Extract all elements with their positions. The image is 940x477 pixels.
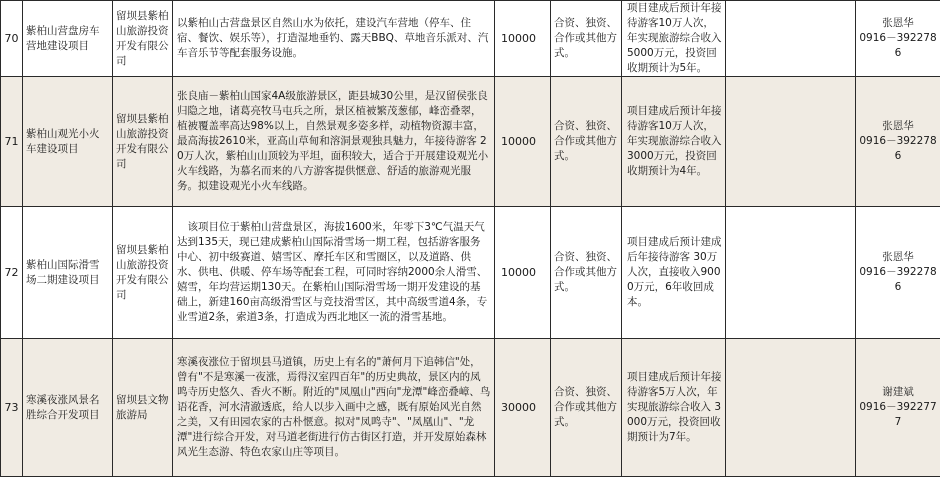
project-name: 紫柏山观光小火车建设项目 — [23, 77, 113, 207]
developer: 留坝县紫柏山旅游投资开发有限公司 — [113, 77, 173, 207]
project-content: 张良庙－紫柏山国家4A级旅游景区，距县城30公里，是汉留侯张良归隐之地，诸葛亮牧马屯兵之所，景区植被繁茂葱郁，峰峦叠翠，植被覆盖率高达98%以上，自然景观多姿多样，动植物资源丰富，最高海拔2610米，亚高山草甸和溶洞景观独具魅力，年接待游客 20万人次，紫柏山山顶较为平坦，面积较大，适合于开展建设观光小火车线路，为慕名而来的八方游客提供惬意、舒适的旅游观光服务。拟建设观光小火车线路。 — [173, 77, 495, 207]
cooperation-mode: 合资、独资、合作或其他方式。 — [551, 207, 622, 339]
contact-phone: 0916－3922786 — [859, 134, 937, 164]
developer: 留坝县紫柏山旅游投资开发有限公司 — [113, 207, 173, 339]
project-name: 寒溪夜涨风景名胜综合开发项目 — [23, 339, 113, 477]
expected-benefit: 项目建成后预计年接待游客5万人次，年实现旅游综合收入 3000万元，投资回收期预计为7年。 — [622, 339, 726, 477]
contact-cell — [856, 1, 940, 77]
contact-name: 张恩华 — [859, 16, 937, 31]
blank-cell — [726, 1, 856, 77]
cooperation-mode: 合资、独资、合作或其他方式。 — [551, 339, 622, 477]
table-row — [1, 77, 940, 207]
developer: 留坝县紫柏山旅游投资开发有限公司 — [113, 1, 173, 77]
expected-benefit: 项目建成后预计建成后年接待游客 30万人次，直接收入9000万元，6年收回成本。 — [622, 207, 726, 339]
project-name: 紫柏山营盘房车营地建设项目 — [23, 1, 113, 77]
investment-amount: 10000 — [495, 77, 551, 207]
contact-phone: 0916－3922777 — [859, 400, 937, 430]
blank-cell — [726, 207, 856, 339]
developer: 留坝县文物旅游局 — [113, 339, 173, 477]
cooperation-mode: 合资、独资、合作或其他方式。 — [551, 1, 622, 77]
contact-name: 张恩华 — [859, 119, 937, 134]
expected-benefit: 项目建成后预计年接待游客10万人次，年实现旅游综合收入 3000万元，投资回收期预计为4年。 — [622, 77, 726, 207]
contact-phone: 0916－3922786 — [859, 31, 937, 61]
table-row — [1, 207, 940, 339]
contact-cell — [856, 339, 940, 477]
project-content: 以紫柏山古营盘景区自然山水为依托，建设汽车营地（停车、住宿、餐饮、娱乐等），打造湿地垂钓、露天BBQ、草地音乐派对、汽车音乐节等配套服务设施。 — [173, 1, 495, 77]
contact-cell — [856, 77, 940, 207]
row-number: 70 — [1, 1, 23, 77]
expected-benefit: 项目建成后预计年接待游客10万人次，年实现旅游综合收入 5000万元，投资回收期预计为5年。 — [622, 1, 726, 77]
contact-name: 谢建斌 — [859, 385, 937, 400]
blank-cell — [726, 339, 856, 477]
contact-name: 张恩华 — [859, 250, 937, 265]
investment-amount: 30000 — [495, 339, 551, 477]
contact-phone: 0916－3922786 — [859, 265, 937, 295]
row-number: 71 — [1, 77, 23, 207]
project-content: 该项目位于紫柏山营盘景区，海拔1600米，年零下3℃气温天气达到135天，现已建成紫柏山国际滑雪场一期工程，包括游客服务中心、初中级赛道、嬉雪区、摩托车区和雪圈区，以及道路、供水、供电、供暖、停车场等配套工程，可同时容纳2000余人滑雪、嬉雪，年均营运期130天。在紫柏山国际滑雪场一期开发建设的基础上，新建160亩高级滑雪区与竞技滑雪区，其中高级雪道4条，专业雪道2条，索道3条，打造成为西北地区一流的滑雪基地。 — [173, 207, 495, 339]
blank-cell — [726, 77, 856, 207]
row-number: 72 — [1, 207, 23, 339]
project-content: 寒溪夜涨位于留坝县马道镇，历史上有名的"萧何月下追韩信"处，曾有"不是寒溪一夜涨，焉得汉室四百年"的历史典故，景区内的凤鸣寺历史悠久、香火不断。附近的"凤凰山"西向"龙潭"峰峦叠嶂、鸟语花香，河水清澈透底，给人以步入画中之感，既有原始风光自然之美，又有田园农家的古朴惬意。拟对"凤鸣寺"、"凤凰山"、"龙潭"进行综合开发，对马道老街进行仿古街区打造，并开发原始森林风光生态游、特色农家山庄等项目。 — [173, 339, 495, 477]
investment-amount: 10000 — [495, 207, 551, 339]
table-row — [1, 339, 940, 477]
project-name: 紫柏山国际滑雪场二期建设项目 — [23, 207, 113, 339]
cooperation-mode: 合资、独资、合作或其他方式。 — [551, 77, 622, 207]
row-number: 73 — [1, 339, 23, 477]
investment-amount: 10000 — [495, 1, 551, 77]
table-row — [1, 1, 940, 77]
contact-cell — [856, 207, 940, 339]
